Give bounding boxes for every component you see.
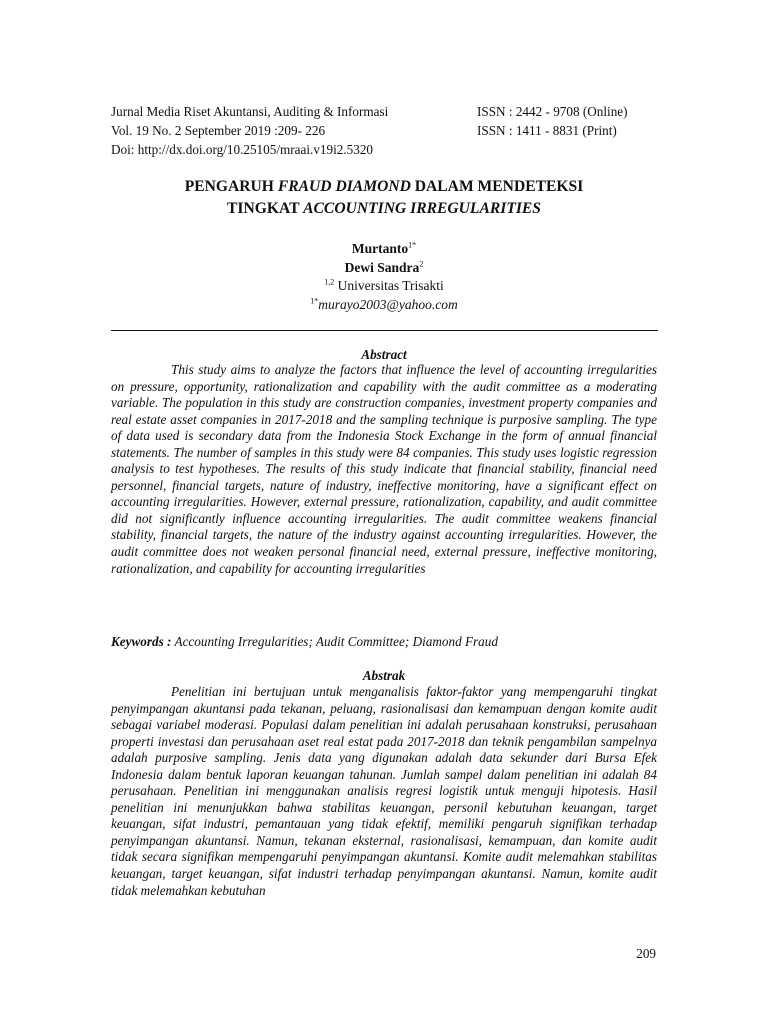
- email-address[interactable]: murayo2003@yahoo.com: [318, 296, 458, 312]
- keywords-line: [111, 633, 657, 650]
- title-italic-text: FRAUD DIAMOND: [277, 178, 411, 195]
- title-line-2: [111, 198, 657, 220]
- title-text: PENGARUH: [184, 178, 278, 195]
- author-2: [111, 259, 657, 278]
- keywords-label: Keywords :: [111, 634, 172, 649]
- journal-volume: Vol. 19 No. 2 September 2019 :209- 226: [111, 123, 326, 138]
- title-text: DALAM MENDETEKSI: [410, 178, 584, 195]
- abstract-heading: Abstract: [361, 347, 407, 362]
- author-email: [111, 296, 657, 315]
- header-row-1: [111, 102, 657, 121]
- affiliation-name: Universitas Trisakti: [334, 278, 444, 293]
- abstrak-text: Penelitian ini bertujuan untuk menganalisis faktor-faktor yang mempengaruhi tingkat penyimpangan akuntansi pada tekanan, peluang, rasionalisasi dan kemampuan dengan komite audit sebagai variabel moderasi. Populasi dalam penelitian ini adalah perusahaan konstruksi, perusahaan properti investasi dan perusahaan aset real estat pada 2017-2018 dan teknik pengambilan sampelnya adalah purposive sampling. Jenis data yang digunakan adalah data sekunder dari Bursa Efek Indonesia dalam bentuk laporan keuangan tahunan. Jumlah sampel dalam penelitian ini adalah 84 perusahaan. Penelitian ini menggunakan analisis regresi logistik untuk menguji hipotesis. Hasil penelitian ini menunjukkan bahwa stabilitas keuangan, personil kebutuhan keuangan, target keuangan, sifat industri, pemantauan yang tidak efektif, memiliki pengaruh signifikan terhadap penyimpangan akuntansi. Namun, tekanan eksternal, rasionalisasi, kemampuan, dan komite audit tidak secara signifikan mempengaruhi penyimpangan akuntansi. Komite audit melemahkan stabilitas keuangan, target keuangan, sifat industri terhadap penyimpangan akuntansi. Namun, komite audit tidak melemahkan kebutuhan: [111, 684, 657, 898]
- issn-online: ISSN : 2442 - 9708 (Online): [477, 104, 628, 119]
- header-row-2: [111, 121, 657, 140]
- abstrak-heading: Abstrak: [362, 668, 406, 683]
- page-number: 209: [636, 946, 656, 961]
- header-row-3: [111, 140, 657, 159]
- journal-header: [111, 102, 657, 159]
- title-italic-text: ACCOUNTING IRREGULARITIES: [303, 200, 541, 217]
- issn-print: ISSN : 1411 - 8831 (Print): [477, 123, 617, 138]
- author-1: [111, 240, 657, 259]
- author-name: Dewi Sandra: [344, 259, 420, 275]
- journal-doi: Doi: http://dx.doi.org/10.25105/mraai.v19i2.5320: [111, 142, 374, 157]
- author-superscript: 2: [419, 259, 424, 268]
- abstract-text: This study aims to analyze the factors that influence the level of accounting irregularities on pressure, opportunity, rationalization and capability with the audit committee as a moderating variable. The population in this study are construction companies, investment property companies and real estate asset companies in 2017-2018 and the sampling technique is purposive sampling. The type of data used is secondary data from the Indonesia Stock Exchange in the form of annual financial statements. The number of samples in this study were 84 companies. This study uses logistic regression analysis to test hypotheses. The results of this study indicate that financial stability, financial need personnel, financial targets, nature of industry, ineffective monitoring, have a significant effect on accounting irregularities. However, external pressure, rationalization, capability, and audit committee did not significantly influence accounting irregularities. The audit committee weakens financial stability, financial targets, the nature of the industry against accounting irregularities. However, the audit committee does not weaken personal financial need, external pressure, ineffective monitoring, rationalization, and capability for accounting irregularities: [111, 362, 657, 576]
- journal-name: Jurnal Media Riset Akuntansi, Auditing & Informasi: [111, 104, 389, 119]
- author-block: [111, 240, 657, 314]
- affiliation-superscript: 1,2: [324, 277, 335, 287]
- paper-title: [111, 176, 657, 220]
- author-name: Murtanto: [351, 241, 409, 256]
- email-superscript: 1*: [310, 296, 319, 305]
- keywords-text: Accounting Irregularities; Audit Committee; Diamond Fraud: [171, 634, 498, 649]
- divider-rule: [111, 330, 658, 331]
- title-line-1: [111, 176, 657, 198]
- author-superscript: 1*: [408, 240, 417, 250]
- title-text: TINGKAT: [227, 200, 304, 217]
- affiliation: [111, 277, 657, 296]
